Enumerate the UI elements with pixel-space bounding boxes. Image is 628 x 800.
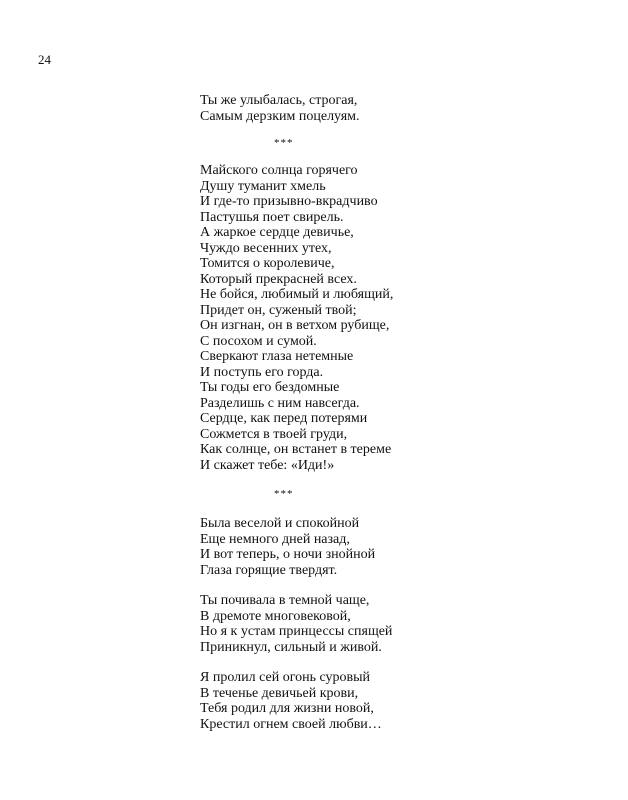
poem-byla-veseloy: [200, 516, 460, 732]
poem-line: Чуждо весенних утех,: [200, 240, 332, 256]
stanza: [200, 593, 460, 655]
poem-line: Самым дерзким поцелуям.: [200, 108, 360, 124]
poem-line: Майского солнца горячего: [200, 163, 358, 178]
top-fragment-stanza: [200, 93, 460, 124]
stanza: [200, 670, 460, 732]
poem-line: И вот теперь, о ночи знойной: [200, 547, 376, 562]
poem-line: Томится о королевиче,: [200, 256, 335, 271]
poem-line: Еще немного дней назад,: [200, 531, 350, 547]
poem-line: Приникнул, сильный и живой.: [200, 639, 382, 655]
poem-line: И скажет тебе: «Иди!»: [200, 457, 335, 473]
poem-line: Но я к устам принцессы спящей: [200, 624, 393, 639]
poem-line: Не бойся, любимый и любящий,: [200, 287, 394, 302]
poem-mayskogo-solntsa: [200, 163, 460, 473]
page-number: 24: [38, 52, 51, 67]
poem-line: Который прекрасней всех.: [200, 271, 357, 287]
poem-line: Крестил огнем своей любви…: [200, 716, 382, 732]
poem-line: Разделишь с ним навсегда.: [200, 395, 360, 411]
poem-line: Сердце, как перед потерями: [200, 411, 368, 426]
poem-line: И поступь его горда.: [200, 364, 324, 380]
poem-line: В дремоте многовековой,: [200, 608, 351, 624]
poem-line: Глаза горящие твердят.: [200, 562, 338, 578]
stanza: [200, 516, 460, 578]
poem-line: В теченье девичьей крови,: [200, 685, 359, 701]
poem-line: Он изгнан, он в ветхом рубище,: [200, 318, 390, 333]
poem-line: Ты годы его бездомные: [200, 380, 340, 395]
poem-line: Придет он, суженый твой;: [200, 302, 357, 318]
poem-line: Была веселой и спокойной: [200, 516, 360, 531]
poem-line: И где-то призывно-вкрадчиво: [200, 194, 378, 209]
poem-line: Ты же улыбалась, строгая,: [200, 93, 358, 108]
poem-line: С посохом и сумой.: [200, 333, 317, 349]
poem-line: Пастушья поет свирель.: [200, 209, 344, 225]
poem-line: Как солнце, он встанет в тереме: [200, 442, 392, 457]
poem-line: А жаркое сердце девичье,: [200, 225, 354, 240]
poem-column: [200, 93, 460, 732]
stanza-separator: ***: [274, 137, 294, 149]
poem-line: Сверкают глаза нетемные: [200, 349, 354, 364]
stanza-separator: ***: [274, 488, 294, 500]
poem-line: Я пролил сей огонь суровый: [200, 670, 371, 685]
poem-line: Сожмется в твоей груди,: [200, 426, 348, 442]
poem-line: Душу туманит хмель: [200, 178, 326, 194]
poem-line: Ты почивала в темной чаще,: [200, 593, 370, 608]
poem-line: Тебя родил для жизни новой,: [200, 701, 374, 716]
